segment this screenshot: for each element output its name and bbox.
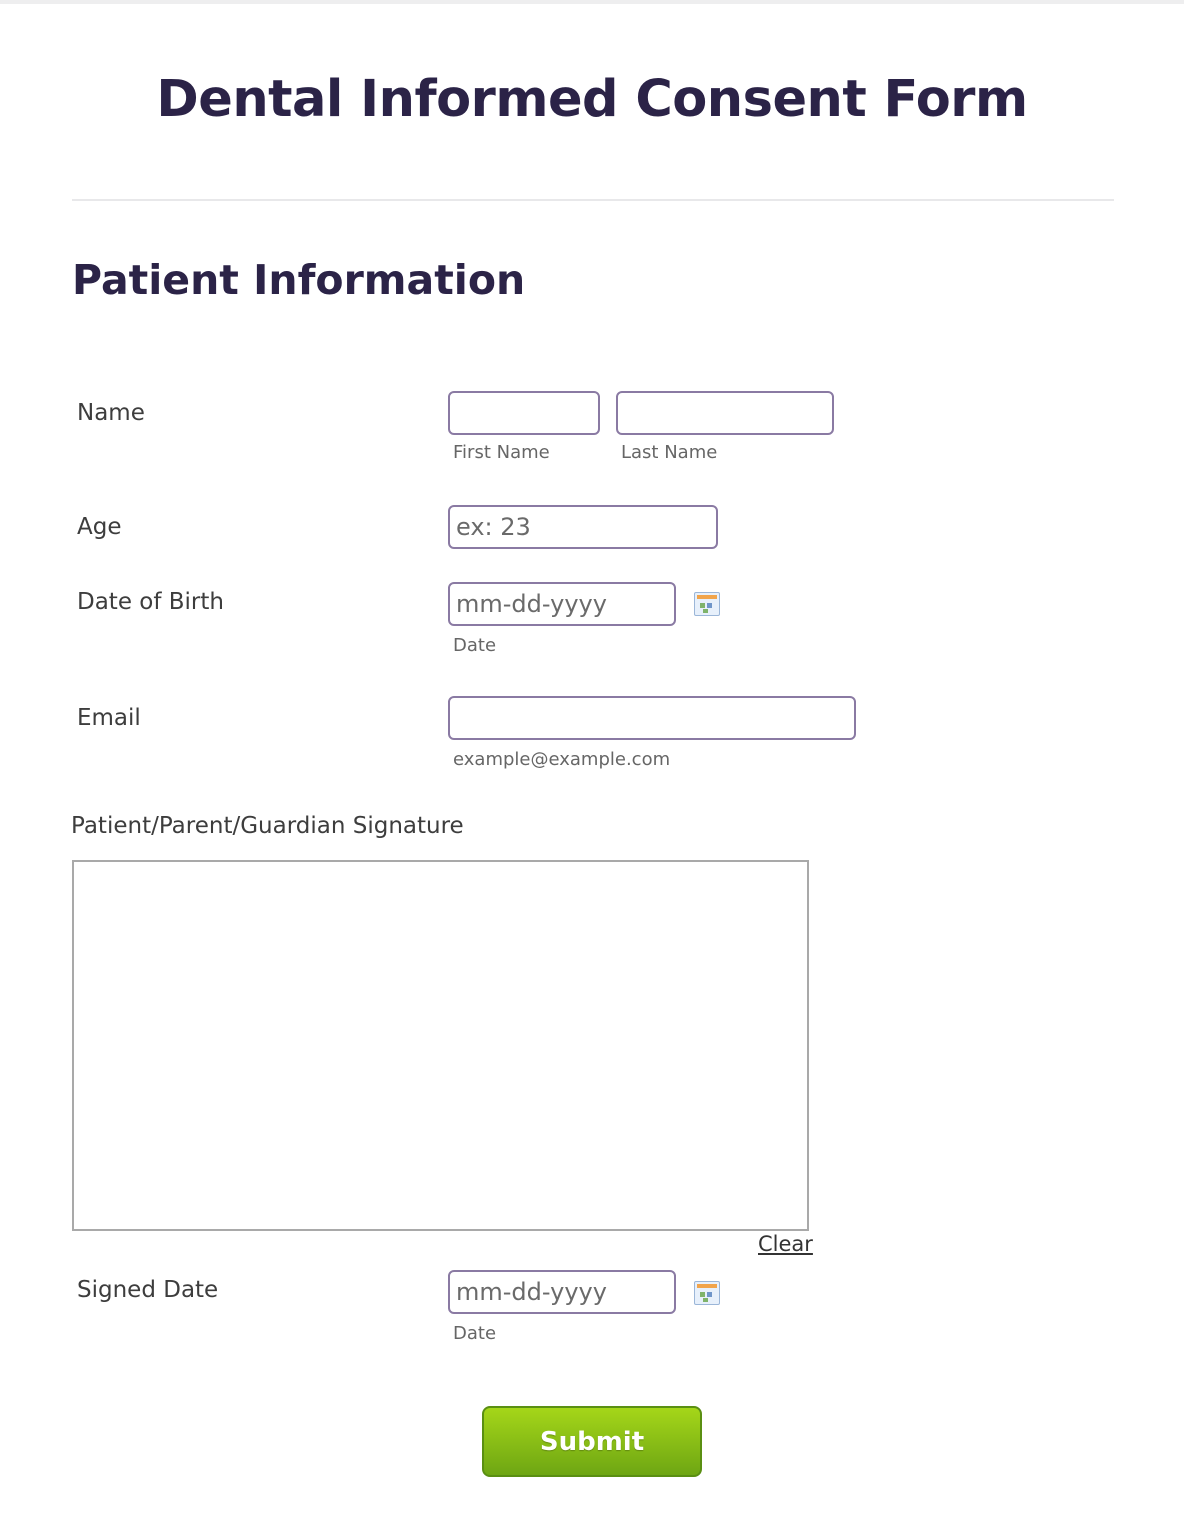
email-label: Email: [77, 705, 141, 731]
dob-sublabel: Date: [453, 635, 497, 656]
clear-signature-link[interactable]: Clear: [758, 1232, 813, 1256]
signed-date-input[interactable]: [448, 1270, 676, 1314]
submit-button[interactable]: Submit: [482, 1406, 702, 1477]
name-label: Name: [77, 400, 145, 426]
first-name-input[interactable]: [448, 391, 600, 435]
top-edge-bar: [0, 0, 1184, 4]
dob-label: Date of Birth: [77, 589, 224, 615]
signed-date-sublabel: Date: [453, 1323, 497, 1344]
age-input[interactable]: [448, 505, 718, 549]
email-input[interactable]: [448, 696, 856, 740]
signed-date-label: Signed Date: [77, 1277, 219, 1303]
form-title: Dental Informed Consent Form: [156, 70, 1028, 129]
email-sublabel: example@example.com: [453, 749, 671, 770]
section-title: Patient Information: [72, 256, 526, 304]
age-label: Age: [77, 514, 122, 540]
first-name-sublabel: First Name: [453, 442, 550, 463]
calendar-icon[interactable]: [694, 592, 720, 616]
dob-input[interactable]: [448, 582, 676, 626]
signature-label: Patient/Parent/Guardian Signature: [71, 813, 464, 839]
signature-pad[interactable]: [72, 860, 809, 1231]
calendar-icon[interactable]: [694, 1281, 720, 1305]
title-divider: [72, 199, 1114, 201]
last-name-sublabel: Last Name: [621, 442, 718, 463]
last-name-input[interactable]: [616, 391, 834, 435]
